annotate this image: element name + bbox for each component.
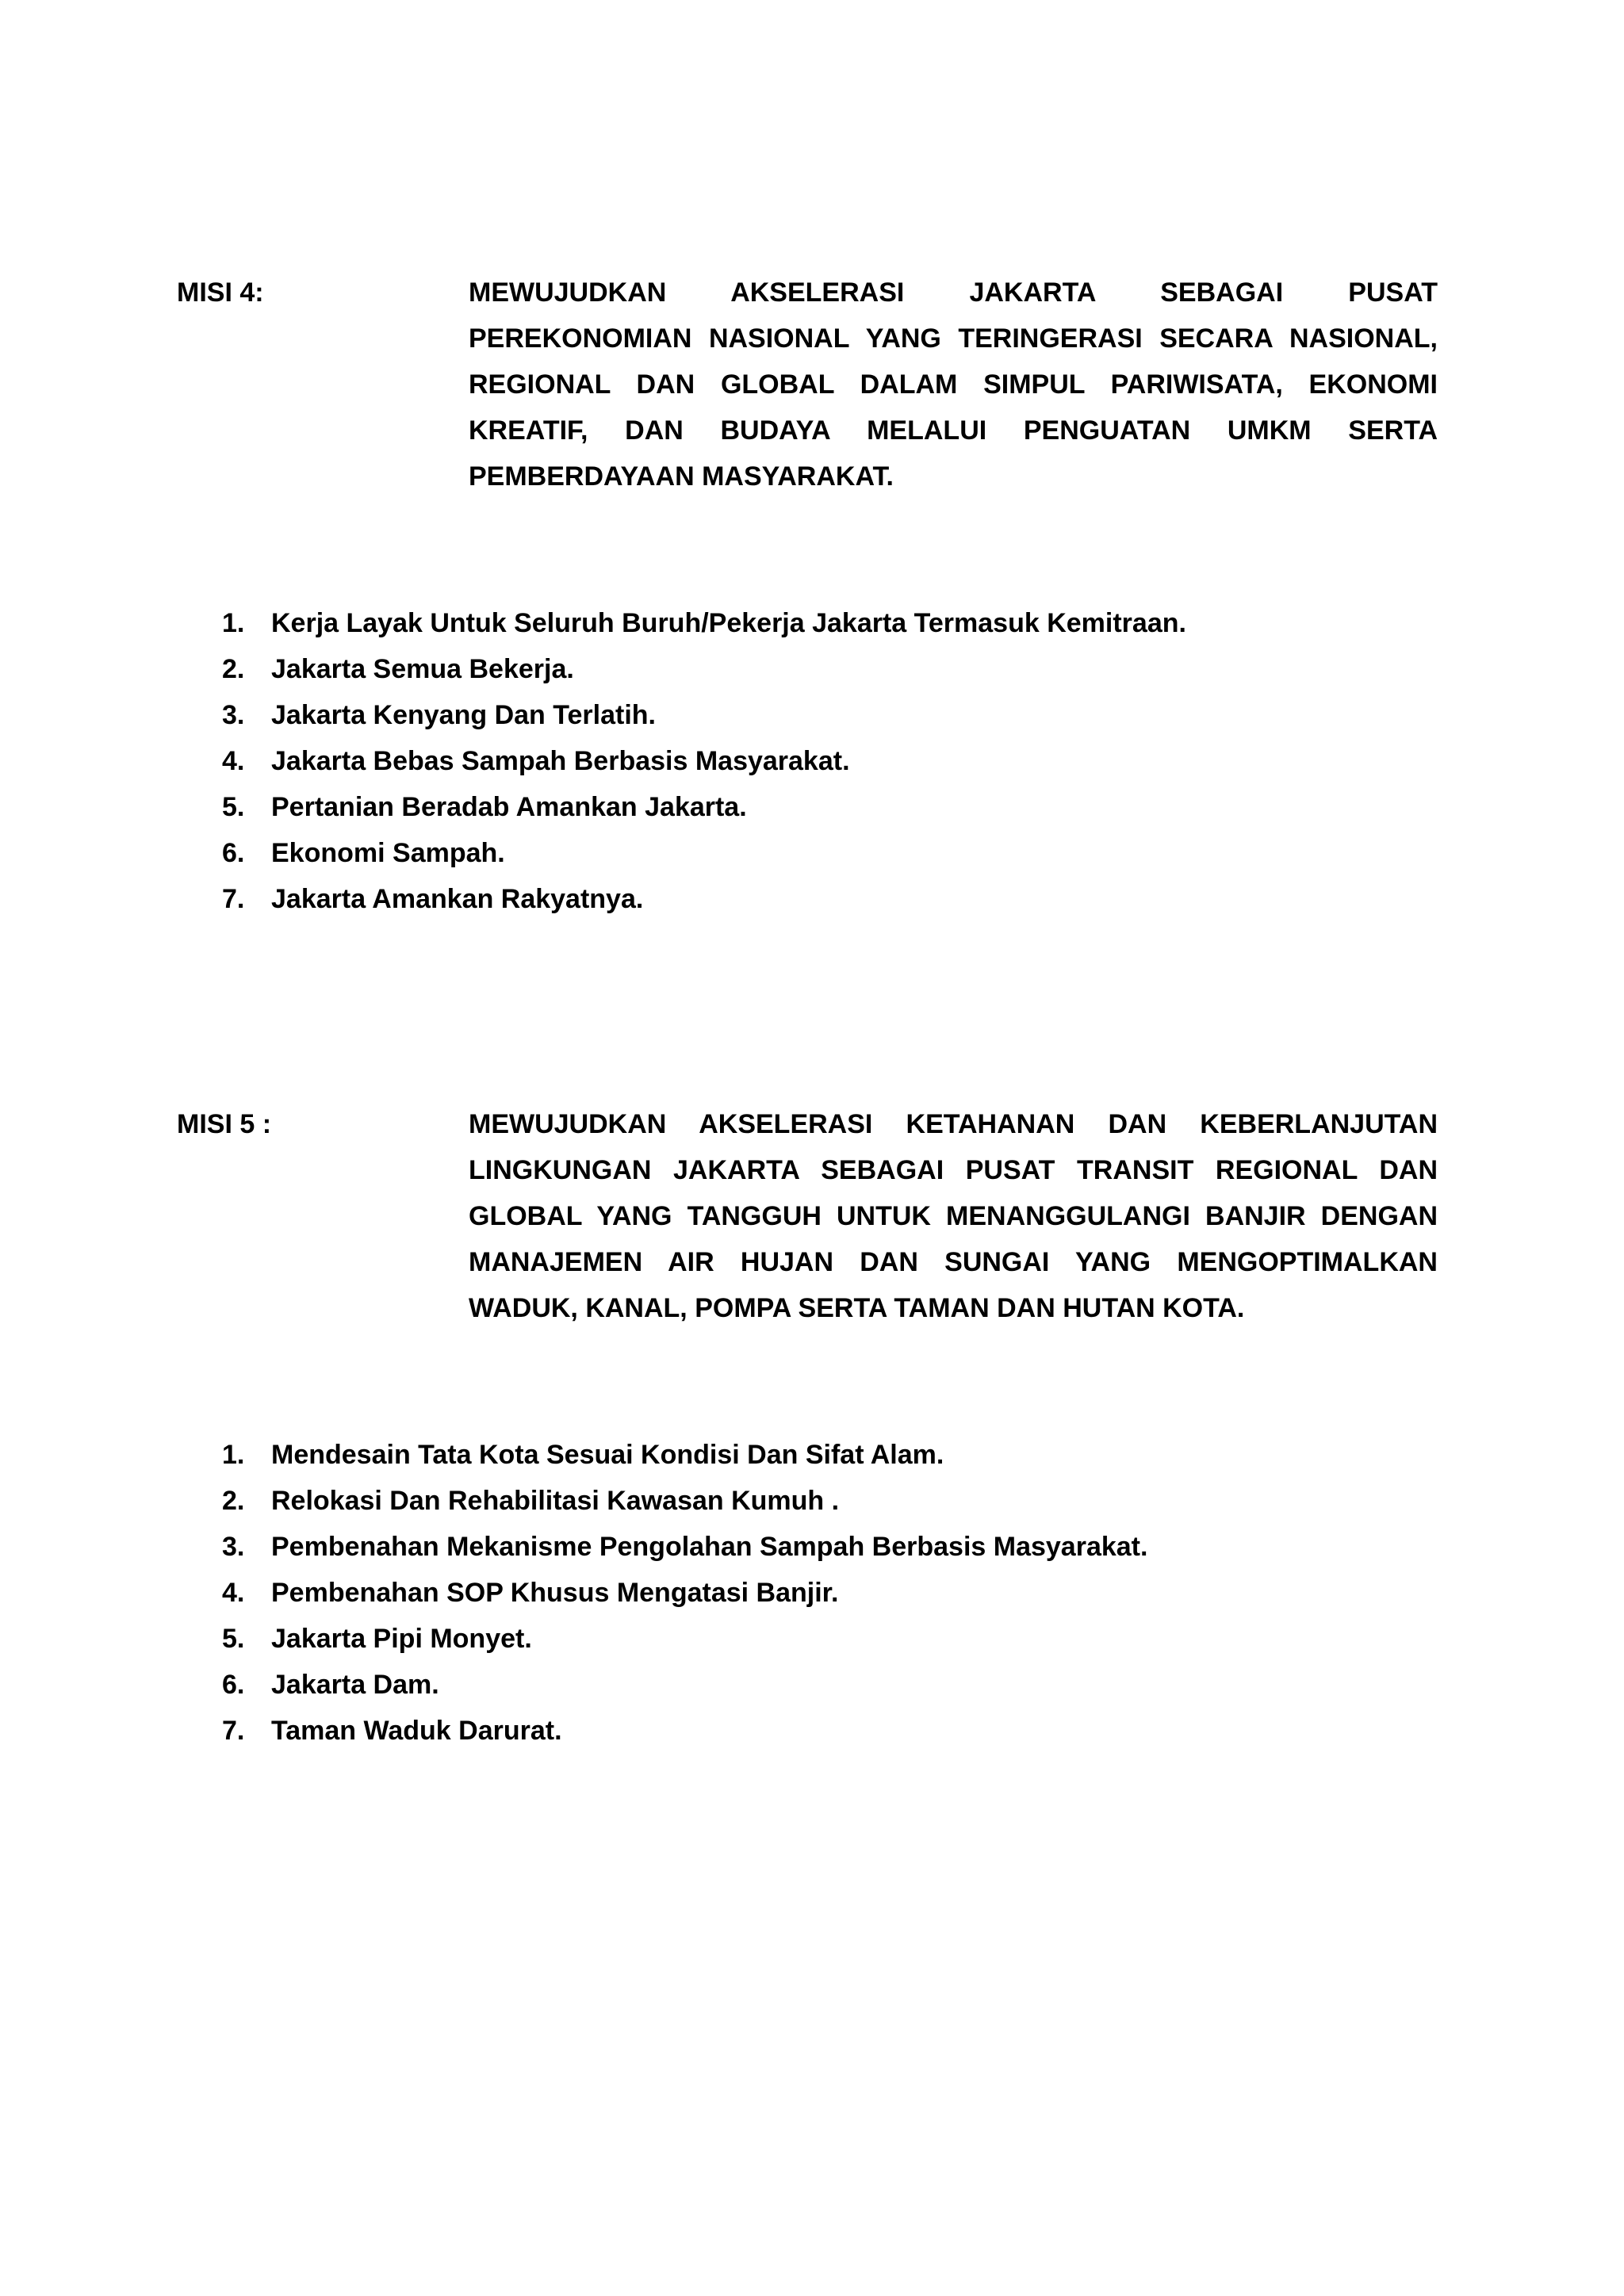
list-item-text: Ekonomi Sampah.	[271, 838, 505, 868]
list-item-number: 5.	[222, 1624, 245, 1654]
list-item-text: Jakarta Kenyang Dan Terlatih.	[271, 700, 656, 730]
misi-5-program-list	[222, 1432, 1147, 1754]
list-item	[222, 1616, 1147, 1662]
list-item	[222, 1524, 1147, 1570]
list-item-number: 7.	[222, 1716, 245, 1746]
list-item-text: Jakarta Bebas Sampah Berbasis Masyarakat.	[271, 746, 850, 776]
list-item-text: Kerja Layak Untuk Seluruh Buruh/Pekerja Jakarta Termasuk Kemitraan.	[271, 608, 1186, 638]
list-item-text: Pembenahan SOP Khusus Mengatasi Banjir.	[271, 1578, 839, 1608]
list-item	[222, 1708, 1147, 1754]
list-item	[222, 1432, 1147, 1478]
misi-4-section	[177, 270, 1438, 507]
list-item-number: 6.	[222, 1670, 245, 1700]
list-item-text: Jakarta Amankan Rakyatnya.	[271, 884, 644, 914]
misi-5-label: MISI 5 :	[177, 1109, 272, 1139]
list-item-text: Jakarta Pipi Monyet.	[271, 1624, 532, 1654]
list-item-text: Pertanian Beradab Amankan Jakarta.	[271, 792, 747, 822]
list-item-text: Jakarta Semua Bekerja.	[271, 654, 574, 684]
misi-4-program-list	[222, 600, 1186, 922]
list-item	[222, 738, 1186, 784]
list-item	[222, 646, 1186, 692]
list-item	[222, 830, 1186, 876]
list-item-text: Mendesain Tata Kota Sesuai Kondisi Dan Sifat Alam.	[271, 1440, 944, 1470]
list-item-number: 3.	[222, 1532, 245, 1562]
list-item-number: 5.	[222, 792, 245, 822]
list-item-number: 2.	[222, 654, 245, 684]
list-item-number: 1.	[222, 1440, 245, 1470]
list-item	[222, 876, 1186, 922]
list-item	[222, 1662, 1147, 1708]
list-item-number: 1.	[222, 608, 245, 638]
list-item-text: Relokasi Dan Rehabilitasi Kawasan Kumuh .	[271, 1486, 840, 1516]
list-item-number: 4.	[222, 746, 245, 776]
list-item	[222, 1478, 1147, 1524]
list-item-number: 7.	[222, 884, 245, 914]
list-item-text: Jakarta Dam.	[271, 1670, 439, 1700]
misi-4-statement: MEWUJUDKAN AKSELERASI JAKARTA SEBAGAI PUSAT PEREKONOMIAN NASIONAL YANG TERINGERASI SECARA NASIONAL, REGIONAL DAN GLOBAL DALAM SIMPUL PARIWISATA, EKONOMI KREATIF, DAN BUDAYA MELALUI PENGUATAN UMKM SERTA PEMBERDAYAAN MASYARAKAT.	[469, 277, 1438, 492]
list-item-number: 6.	[222, 838, 245, 868]
list-item-number: 4.	[222, 1578, 245, 1608]
list-item-text: Taman Waduk Darurat.	[271, 1716, 562, 1746]
misi-5-statement: MEWUJUDKAN AKSELERASI KETAHANAN DAN KEBERLANJUTAN LINGKUNGAN JAKARTA SEBAGAI PUSAT TRANSIT REGIONAL DAN GLOBAL YANG TANGGUH UNTUK MENANGGULANGI BANJIR DENGAN MANAJEMEN AIR HUJAN DAN SUNGAI YANG MENGOPTIMALKAN WADUK, KANAL, POMPA SERTA TAMAN DAN HUTAN KOTA.	[469, 1109, 1438, 1323]
list-item	[222, 784, 1186, 830]
list-item-number: 2.	[222, 1486, 245, 1516]
misi-5-section	[177, 1101, 1438, 1339]
list-item	[222, 1570, 1147, 1616]
list-item	[222, 600, 1186, 646]
misi-4-label: MISI 4:	[177, 277, 264, 308]
list-item-text: Pembenahan Mekanisme Pengolahan Sampah Berbasis Masyarakat.	[271, 1532, 1148, 1562]
list-item	[222, 692, 1186, 738]
list-item-number: 3.	[222, 700, 245, 730]
